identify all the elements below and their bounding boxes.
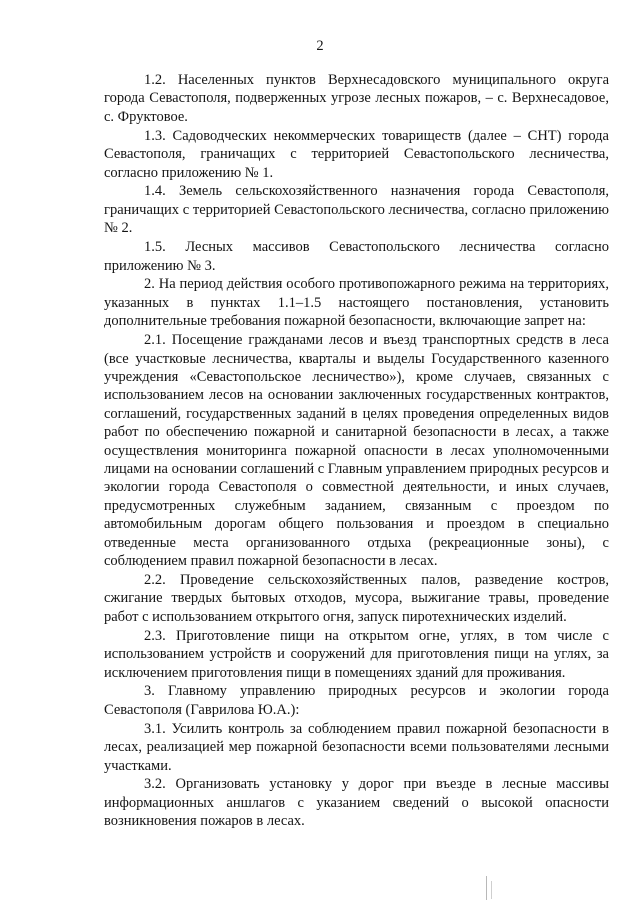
paragraph-3-2: 3.2. Организовать установку у дорог при въезде в лесные массивы информационных аншлагов с указанием сведений о высокой опасности возникновения пожаров в лесах. (104, 776, 609, 830)
paragraph-1-2: 1.2. Населенных пунктов Верхнесадовского муниципального округа города Севастополя, подверженных угрозе лесных пожаров, – с. Верхнесадовое, с. Фруктовое. (104, 72, 609, 125)
scan-artifact-mark (491, 881, 492, 899)
paragraph-3-1: 3.1. Усилить контроль за соблюдением правил пожарной безопасности в лесах, реализацией мер пожарной безопасности всеми пользователями лесными участками. (104, 720, 609, 774)
paragraph-3: 3. Главному управлению природных ресурсов и экологии города Севастополя (Гаврилова Ю.А.): (104, 683, 609, 718)
document-body (104, 71, 609, 831)
paragraph-2-3: 2.3. Приготовление пищи на открытом огне, углях, в том числе с использованием устройств и сооружений для приготовления пищи на углях, за исключением приготовления пищи в помещениях зданий для проживания. (104, 627, 609, 681)
paragraph-2-2: 2.2. Проведение сельскохозяйственных палов, разведение костров, сжигание твердых бытовых отходов, мусора, выжигание травы, проведение работ с использованием открытого огня, запуск пиротехнических изделий. (104, 571, 609, 625)
page-number: 2 (316, 38, 324, 54)
paragraph-1-3: 1.3. Садоводческих некоммерческих товариществ (далее – СНТ) города Севастополя, граничащих с территорией Севастопольского лесничества, согласно приложению № 1. (104, 127, 609, 181)
paragraph-2: 2. На период действия особого противопожарного режима на территориях, указанных в пунктах 1.1–1.5 настоящего постановления, установить дополнительные требования пожарной безопасности, включающие запрет на: (104, 276, 609, 330)
scan-artifact-mark (486, 876, 487, 900)
paragraph-1-4: 1.4. Земель сельскохозяйственного назначения города Севастополя, граничащих с территорией Севастопольского лесничества, согласно приложению № 2. (104, 183, 609, 237)
paragraph-2-1: 2.1. Посещение гражданами лесов и въезд транспортных средств в леса (все участковые лесничества, кварталы и выделы Государственного казенного учреждения «Севастопольское лесничество»), кроме случаев, связанных с использованием лесов на основании заключенных государственных контрактов, соглашений, государственных заданий в целях проведения определенных видов работ по обеспечению пожарной и санитарной безопасности в лесах, а также осуществления мониторинга пожарной опасности в лесах уполномоченными лицами на основании соглашений с Главным управлением природных ресурсов и экологии города Севастополя о совместной деятельности, и иных случаев, предусмотренных служебным заданием, связанным с проездом по автомобильным дорогам общего пользования и проездом в специально отведенные места организованного отдыха (рекреационные зоны), с соблюдением правил пожарной безопасности в лесах. (104, 332, 609, 570)
paragraph-1-5: 1.5. Лесных массивов Севастопольского лесничества согласно приложению № 3. (104, 239, 609, 274)
